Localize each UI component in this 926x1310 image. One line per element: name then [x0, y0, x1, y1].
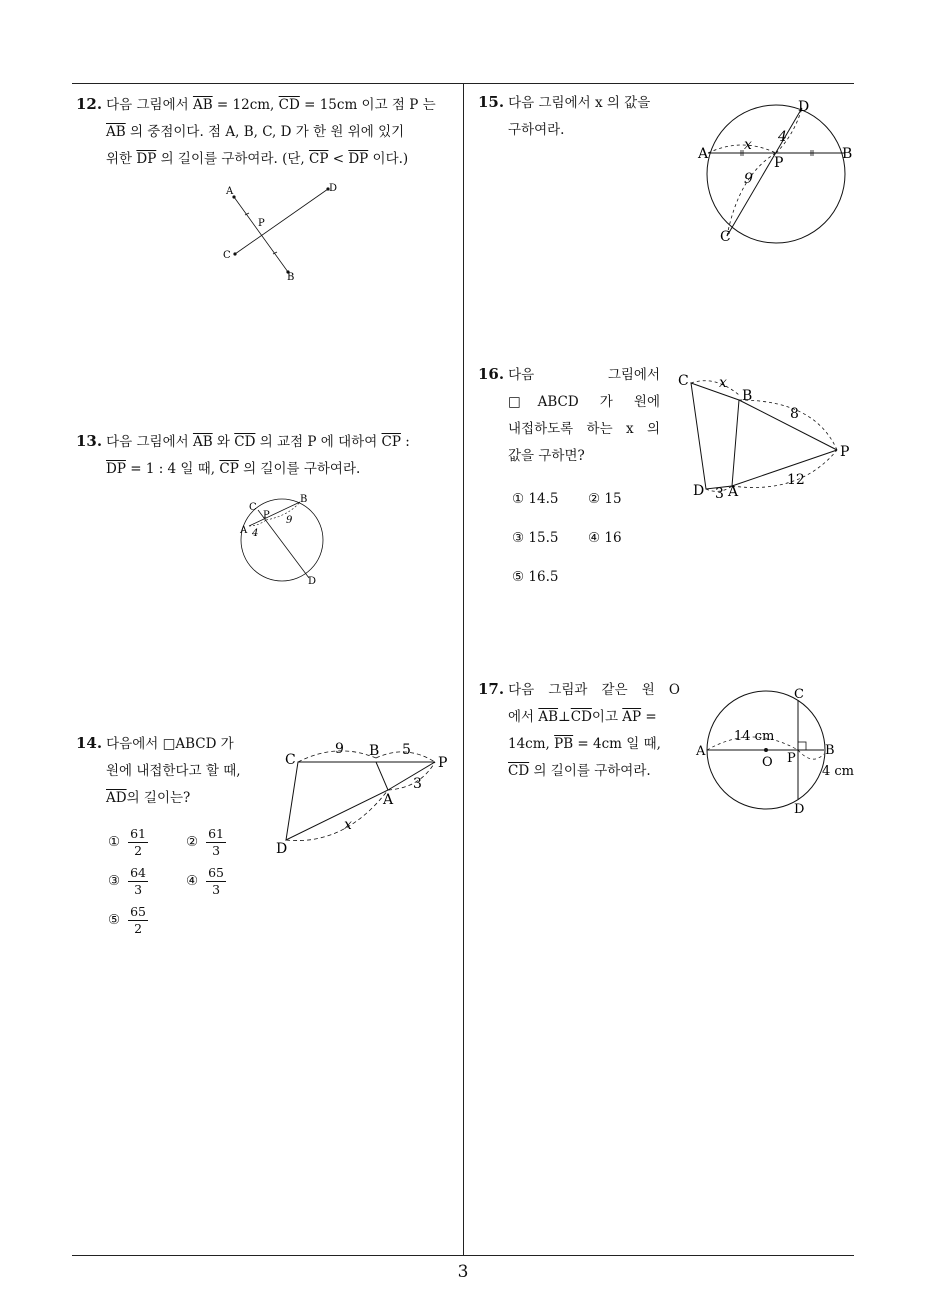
q12-line3: [76, 146, 458, 173]
choice-mark: ④: [588, 530, 601, 546]
q13-label-4: 4: [252, 528, 259, 539]
q17-line2: [478, 704, 680, 731]
q17-text: 다음 그림과 같은 원 O: [508, 682, 680, 698]
q14-line1: [76, 730, 276, 758]
numerator: 61: [130, 826, 147, 841]
q17-text: = 4cm 일 때,: [573, 736, 661, 752]
choice-mark: ⑤: [512, 569, 525, 585]
q16-label-d: D: [693, 483, 705, 499]
numerator: 65: [208, 865, 225, 880]
q17-label-c: C: [794, 687, 804, 702]
q13-label-c: C: [249, 502, 257, 513]
q13-label-b: B: [300, 494, 308, 505]
segment-ab: $\overline{AB}$: [192, 97, 213, 113]
q14-label-3: 3: [413, 776, 422, 792]
segment-ab: $\overline{AB}$: [538, 709, 559, 725]
q15-label-d: D: [798, 99, 810, 115]
segment-ad: $\overline{AD}$: [106, 790, 127, 806]
q12-label-d: D: [329, 183, 338, 194]
q15-label-a: A: [698, 146, 709, 162]
q15-text: 다음 그림에서 x 의 값을: [508, 95, 651, 111]
q16-line2: □ABCD 가 원에: [508, 394, 660, 410]
q16-number: 16.: [478, 365, 505, 383]
segment-ab: $\overline{AB}$: [106, 124, 126, 140]
q16-choice-2[interactable]: [588, 491, 622, 507]
segment-pb: $\overline{PB}$: [554, 736, 574, 752]
q15-figure: [694, 95, 859, 259]
q16-choice-5[interactable]: [512, 569, 558, 585]
q14-number: 14.: [76, 734, 103, 752]
q13-number: 13.: [76, 432, 103, 450]
q12-text: 이다.): [368, 151, 409, 167]
numerator: 65: [130, 904, 147, 919]
q14-text: 다음에서 □ABCD 가: [106, 736, 234, 752]
fraction: [206, 826, 226, 859]
choice-mark: ③: [108, 873, 121, 889]
q15-line2: 구하여라.: [508, 122, 565, 138]
q14-choice-1[interactable]: [108, 826, 148, 859]
q15-label-b: B: [842, 146, 853, 162]
q17-line3: [478, 731, 680, 758]
numerator: 64: [130, 865, 147, 880]
q12-text: <: [328, 151, 349, 167]
choice-mark: ③: [512, 530, 525, 546]
q16-label-p: P: [840, 444, 850, 460]
perpendicular-symbol: ⊥: [558, 709, 571, 725]
q17-label-4cm: 4 cm: [822, 764, 855, 779]
q14-label-5: 5: [402, 742, 411, 758]
q16-figure: [675, 365, 860, 509]
q13-text: 의 교점 P 에 대하여: [255, 434, 382, 450]
q17-line1: [478, 676, 680, 704]
choice-mark: ⑤: [108, 912, 121, 928]
q12-label-b: B: [287, 272, 295, 283]
q14-label-d: D: [276, 841, 288, 857]
question-15: [478, 89, 683, 144]
question-17: [478, 676, 680, 785]
choice-mark: ④: [186, 873, 199, 889]
fraction: [128, 904, 148, 937]
q17-label-a: A: [696, 744, 706, 759]
q16-text: 다음 그림에서: [508, 367, 660, 383]
denominator: 3: [212, 882, 221, 897]
q15-number: 15.: [478, 93, 505, 111]
q16-label-c: C: [678, 373, 689, 389]
q16-choice-4[interactable]: [588, 530, 622, 546]
q15-label-p: P: [774, 155, 784, 171]
segment-dp: $\overline{DP}$: [348, 151, 369, 167]
denominator: 2: [134, 843, 143, 858]
q17-text: 이고: [591, 709, 623, 725]
q16-choice-3[interactable]: [512, 530, 558, 546]
q12-number: 12.: [76, 95, 103, 113]
q16-label-3: 3: [715, 486, 724, 502]
question-16: [478, 361, 660, 470]
q14-figure: [270, 736, 460, 865]
segment-cd: $\overline{CD}$: [234, 434, 256, 450]
q16-label-8: 8: [790, 406, 799, 422]
fraction: [128, 865, 148, 898]
q12-figure: [215, 180, 355, 294]
q14-label-b: B: [369, 743, 380, 759]
q14-line3: [76, 785, 276, 812]
q15-label-x: x: [744, 137, 752, 153]
q14-label-p: P: [438, 755, 448, 771]
q17-text: =: [641, 709, 657, 725]
choice-value: 15: [604, 491, 622, 507]
q13-figure: [228, 490, 338, 594]
q14-label-x: x: [344, 817, 352, 833]
q14-label-c: C: [285, 752, 296, 768]
q17-label-o: O: [762, 755, 773, 770]
segment-cd: $\overline{CD}$: [508, 763, 530, 779]
q17-label-d: D: [794, 802, 805, 817]
q13-line1: [76, 428, 458, 456]
segment-dp: $\overline{DP}$: [136, 151, 157, 167]
choice-mark: ②: [588, 491, 601, 507]
q14-label-a: A: [383, 792, 394, 808]
q12-text: 의 길이를 구하여라. (단,: [156, 151, 309, 167]
q12-label-a: A: [226, 186, 234, 197]
column-divider: [463, 83, 464, 1256]
choice-value: 14.5: [528, 491, 559, 507]
q13-text: 와: [212, 434, 235, 450]
segment-cp: $\overline{CP}$: [308, 151, 329, 167]
q12-text: 다음 그림에서: [106, 97, 193, 113]
q12-label-c: C: [223, 250, 231, 261]
q14-label-9: 9: [335, 741, 344, 757]
denominator: 3: [134, 882, 143, 897]
q14-choice-3[interactable]: [108, 865, 148, 898]
q16-label-12: 12: [787, 472, 805, 488]
q16-label-a: A: [728, 484, 739, 500]
q12-label-p: P: [258, 218, 265, 229]
q14-line2: 원에 내접한다고 할 때,: [106, 763, 241, 779]
segment-cp: $\overline{CP}$: [381, 434, 401, 450]
q17-figure: [692, 684, 862, 823]
q13-label-9: 9: [286, 515, 293, 526]
q17-number: 17.: [478, 680, 505, 698]
q13-line2: [76, 456, 458, 483]
choice-value: 15.5: [528, 530, 559, 546]
q16-choice-1[interactable]: [512, 491, 558, 507]
q17-text: 14cm,: [508, 736, 555, 752]
q16-line1: [478, 361, 660, 389]
q17-line4: [478, 758, 680, 785]
q13-text: = 1 : 4 일 때,: [125, 461, 220, 477]
numerator: 61: [208, 826, 225, 841]
denominator: 2: [134, 921, 143, 936]
segment-ab: $\overline{AB}$: [192, 434, 213, 450]
q16-label-b: B: [742, 388, 753, 404]
question-13: [76, 428, 458, 483]
denominator: 3: [212, 843, 221, 858]
q13-label-p: P: [263, 510, 270, 521]
q16-line3: 내접하도록 하는 x 의: [508, 421, 660, 437]
choice-mark: ②: [186, 834, 199, 850]
q15-line1: [478, 89, 683, 117]
segment-ap: $\overline{AP}$: [622, 709, 642, 725]
question-12: [76, 91, 458, 173]
q14-choice-4[interactable]: [186, 865, 226, 898]
q15-label-4: 4: [778, 129, 787, 145]
segment-dp: $\overline{DP}$: [106, 461, 126, 477]
q12-text: 위한: [106, 151, 137, 167]
segment-cd: $\overline{CD}$: [278, 97, 300, 113]
q14-text: 의 길이는?: [126, 790, 191, 806]
q14-choice-5[interactable]: [108, 904, 148, 937]
choice-mark: ①: [512, 491, 525, 507]
q15-label-c: C: [720, 229, 731, 245]
q17-label-p: P: [787, 751, 796, 766]
q17-label-14cm: 14 cm: [734, 729, 775, 744]
q13-label-d: D: [308, 576, 317, 587]
q15-label-9: 9: [744, 171, 753, 187]
question-14: [76, 730, 276, 812]
q12-text: = 15cm 이고 점 P 는: [299, 97, 436, 113]
segment-cd: $\overline{CD}$: [570, 709, 592, 725]
q17-text: 의 길이를 구하여라.: [529, 763, 651, 779]
q13-text: 의 길이를 구하여라.: [238, 461, 361, 477]
choice-value: 16: [604, 530, 622, 546]
q14-choice-2[interactable]: [186, 826, 226, 859]
segment-cp: $\overline{CP}$: [219, 461, 239, 477]
fraction: [128, 826, 148, 859]
q16-label-x: x: [719, 375, 727, 391]
fraction: [206, 865, 226, 898]
bottom-rule: [72, 1255, 854, 1256]
q13-label-a: A: [240, 525, 248, 536]
q13-text: :: [400, 434, 410, 450]
q17-label-b: B: [825, 743, 835, 758]
q16-line4: 값을 구하면?: [508, 448, 585, 464]
q12-line2: [76, 119, 458, 146]
choice-mark: ①: [108, 834, 121, 850]
page-number: 3: [457, 1262, 469, 1282]
q13-text: 다음 그림에서: [106, 434, 193, 450]
q12-text: = 12cm,: [212, 97, 279, 113]
q12-text: 의 중점이다. 점 A, B, C, D 가 한 원 위에 있기: [125, 124, 405, 140]
q12-line1: [76, 91, 458, 119]
choice-value: 16.5: [528, 569, 559, 585]
q17-text: 에서: [508, 709, 539, 725]
